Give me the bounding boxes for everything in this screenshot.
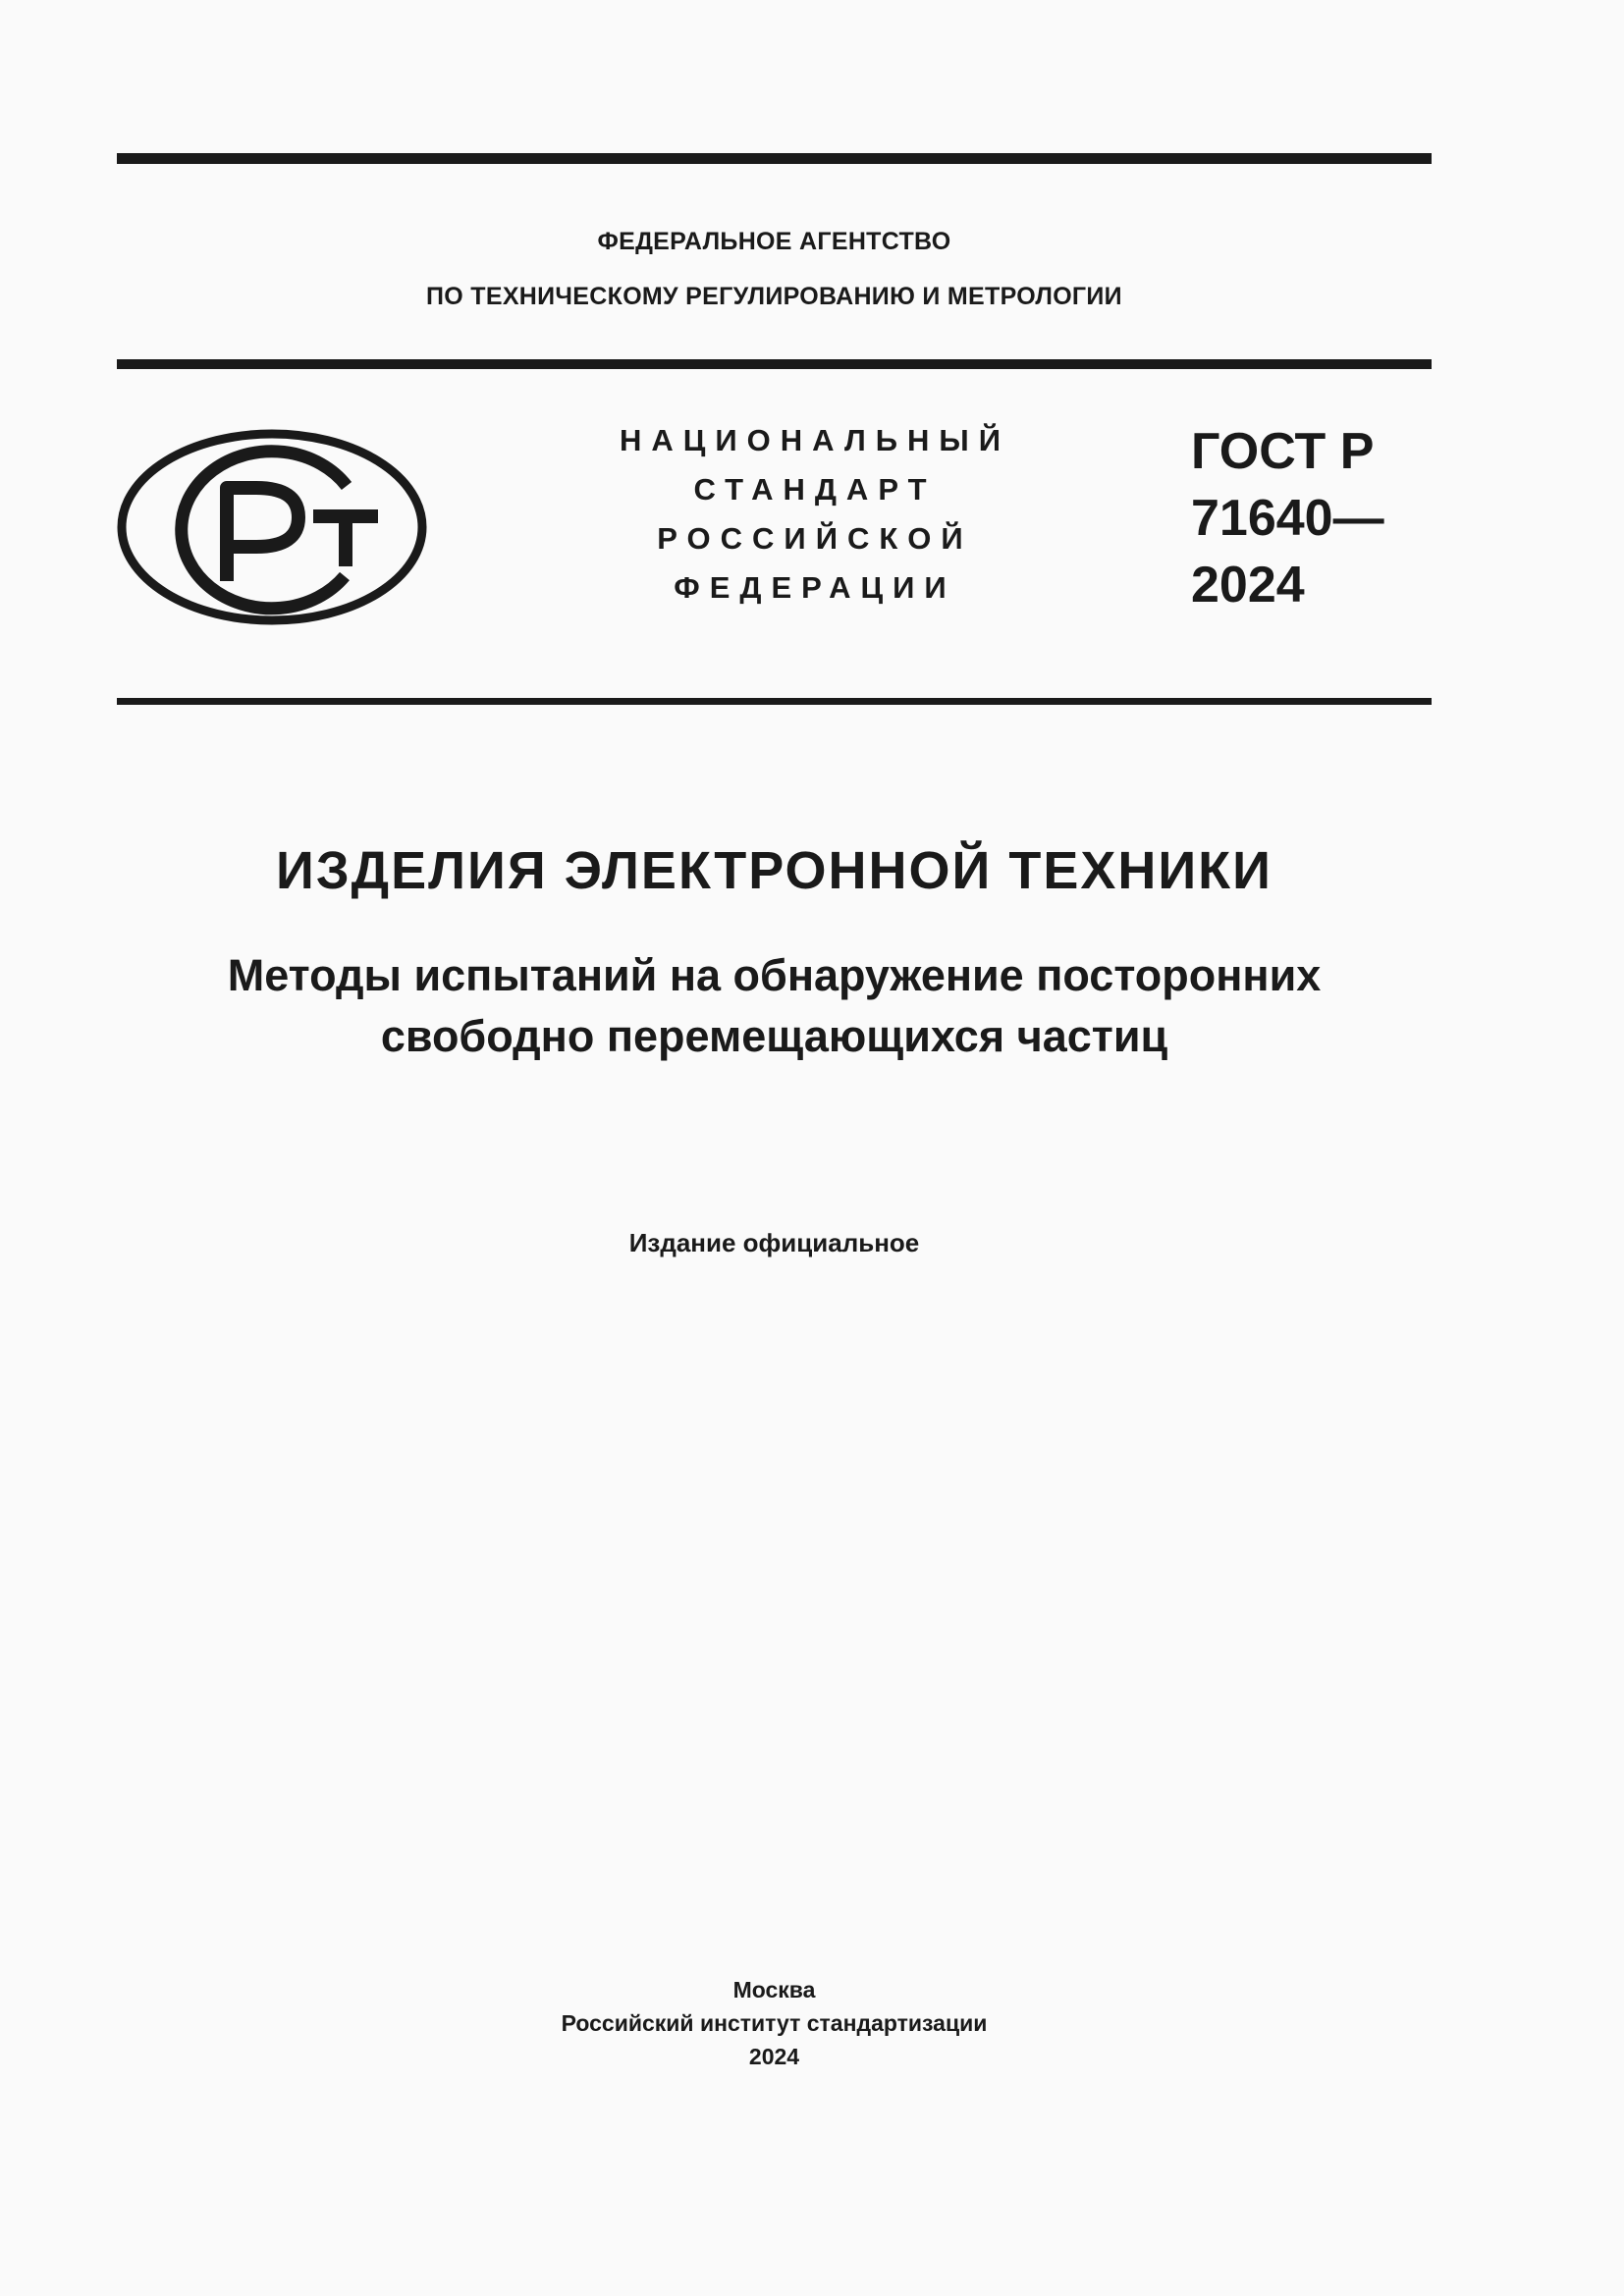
designation-line-1: ГОСТ Р [1191, 423, 1375, 480]
top-divider [117, 153, 1432, 164]
agency-line-2: ПО ТЕХНИЧЕСКОМУ РЕГУЛИРОВАНИЮ И МЕТРОЛОГИИ [426, 283, 1122, 310]
standard-designation [1191, 418, 1384, 618]
imprint [117, 1973, 1432, 2073]
edition-label: Издание официальное [628, 1228, 920, 1257]
designation-line-2: 71640— [1191, 490, 1384, 547]
subtitle-line-2: свободно перемещающихся частиц [380, 1011, 1168, 1061]
national-standard-label [550, 416, 1080, 613]
imprint-year: 2024 [748, 2044, 800, 2069]
document-title: ИЗДЕЛИЯ ЭЛЕКТРОННОЙ ТЕХНИКИ [276, 841, 1272, 900]
national-line-1: НАЦИОНАЛЬНЫЙ [619, 423, 1011, 457]
national-line-2: СТАНДАРТ [693, 472, 937, 507]
document-subtitle [117, 945, 1432, 1067]
subtitle-line-1: Методы испытаний на обнаружение посторонних [227, 950, 1322, 1000]
agency-header [117, 214, 1432, 324]
national-line-4: ФЕДЕРАЦИИ [674, 570, 956, 605]
national-line-3: РОССИЙСКОЙ [657, 521, 973, 556]
bottom-divider [117, 698, 1432, 705]
rst-conformity-mark-icon [117, 429, 427, 625]
agency-line-1: ФЕДЕРАЛЬНОЕ АГЕНТСТВО [597, 228, 951, 255]
imprint-city: Москва [732, 1977, 816, 2002]
designation-line-3: 2024 [1191, 557, 1305, 614]
imprint-publisher: Российский институт стандартизации [561, 2010, 988, 2036]
middle-divider [117, 359, 1432, 369]
